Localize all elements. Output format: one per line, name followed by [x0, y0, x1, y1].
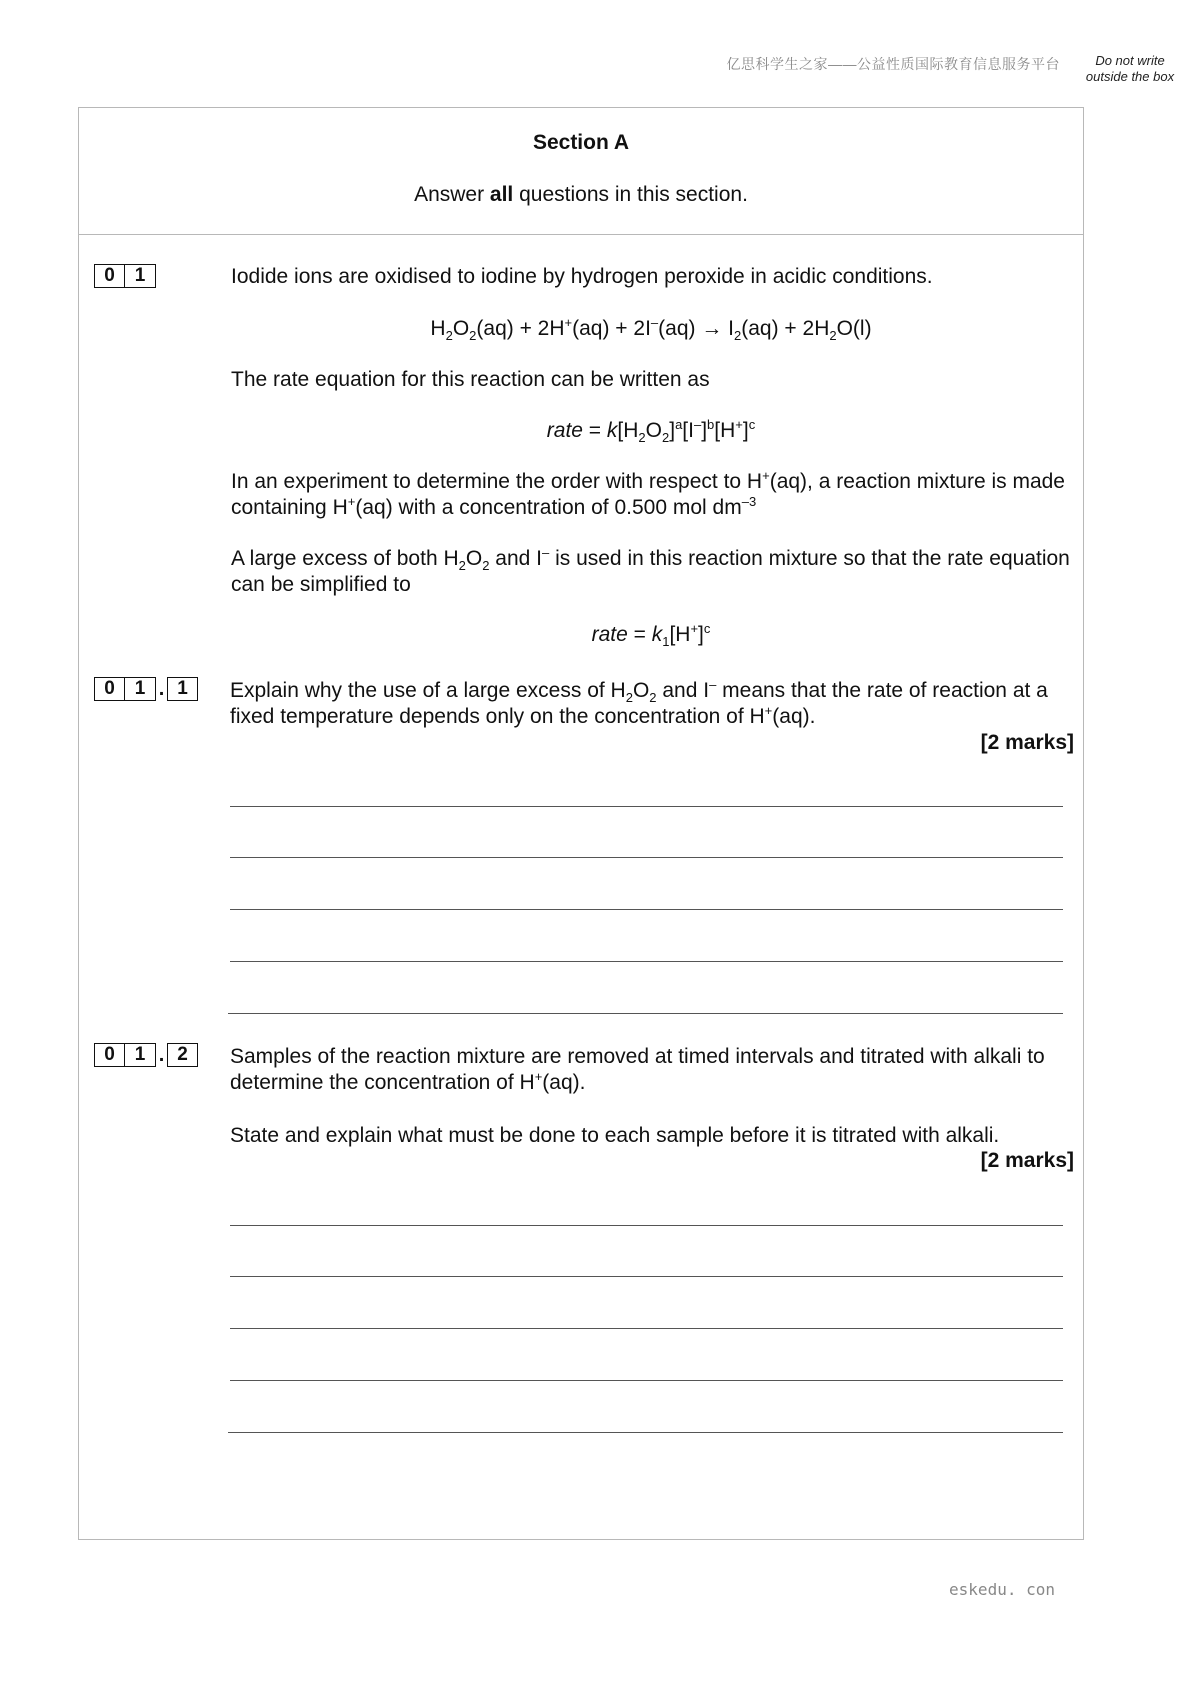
footer-site-text: eskedu. con	[949, 1580, 1055, 1599]
answer-line[interactable]	[228, 1013, 1063, 1014]
answer-line[interactable]	[230, 909, 1063, 910]
answer-line[interactable]	[228, 1432, 1063, 1433]
question-digit: 0	[94, 264, 125, 288]
answer-line[interactable]	[230, 1276, 1063, 1277]
experiment-description: In an experiment to determine the order with respect to H+(aq), a reaction mixture is made containing H+(aq) with a concentration of 0.500 mol $dm^{-3}$	[231, 468, 1065, 519]
question-digit: 0	[94, 677, 125, 701]
question-number-01	[94, 264, 156, 288]
q01-2-instruction: State and explain what must be done to each sample before it is titrated with alkali.	[230, 1124, 1000, 1147]
q01-2-marks: [2 marks]	[980, 1149, 1074, 1172]
section-title: Section A	[532, 131, 630, 154]
simplified-rate-equation: rate = $k_1[H^+]^c$	[591, 621, 711, 650]
q01-intro: Iodide ions are oxidised to iodine by hydrogen peroxide in acidic conditions.	[231, 265, 933, 288]
question-number-01-1: 0 1 . 1	[94, 677, 198, 701]
overall-equation: $H_2O_2(aq) + 2H^+(aq) + 2I^-(aq) \to I_2(aq) + 2H_2O(l)$	[430, 315, 872, 344]
answer-line[interactable]	[230, 1328, 1063, 1329]
excess-description: A large excess of both $H_2O_2$ and I– is used in this reaction mixture so that the rate equation can be simplified to	[231, 545, 1070, 596]
question-digit: 1	[167, 677, 198, 701]
answer-line[interactable]	[230, 857, 1063, 858]
question-digit: 0	[94, 1043, 125, 1067]
answer-line[interactable]	[230, 806, 1063, 807]
section-header	[78, 107, 1084, 235]
question-digit: 1	[125, 677, 156, 701]
q01-2-text: Samples of the reaction mixture are removed at timed intervals and titrated with alkali to determine the concentration of H+(aq).	[230, 1045, 1045, 1094]
q01-1-marks: [2 marks]	[980, 731, 1074, 754]
section-instruction: Answer all questions in this section.	[414, 183, 748, 206]
question-digit: 2	[167, 1043, 198, 1067]
header-site-text: 亿思科学生之家——公益性质国际教育信息服务平台	[726, 56, 1060, 72]
answer-line[interactable]	[230, 1225, 1063, 1226]
answer-line[interactable]	[230, 961, 1063, 962]
question-digit: 1	[125, 264, 156, 288]
answer-line[interactable]	[230, 1380, 1063, 1381]
rate-equation: rate = $k[H_2O_2]^a[I^-]^b[H^+]^c$	[546, 417, 756, 446]
question-number-01-2: 0 1 . 2	[94, 1043, 198, 1067]
rate-intro: The rate equation for this reaction can be written as	[231, 368, 710, 391]
question-digit: 1	[125, 1043, 156, 1067]
q01-1-text: Explain why the use of a large excess of $H_2O_2$ and I– means that the rate of reaction at a fixed temperature depends only on the concentration of H+(aq).	[230, 677, 1048, 728]
margin-note: Do not write outside the box	[1085, 53, 1175, 84]
